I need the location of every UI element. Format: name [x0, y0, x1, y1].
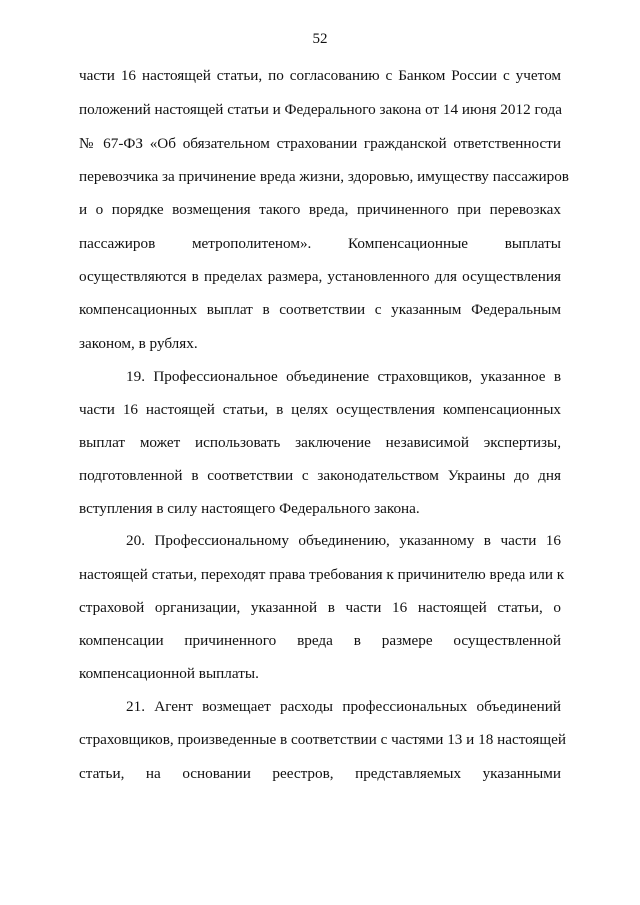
page-number: 52: [312, 31, 328, 47]
text-line: подготовленной в соответствии с законодательством Украины до дня: [79, 467, 561, 484]
paragraph-20-first-line: 20. Профессиональному объединению, указанному в части 16: [126, 532, 561, 549]
paragraph-21-first-line: 21. Агент возмещает расходы профессиональных объединений: [126, 698, 561, 715]
text-line: вступления в силу настоящего Федерального закона.: [79, 500, 420, 517]
text-line: выплат может использовать заключение независимой экспертизы,: [79, 434, 561, 451]
text-line: страховщиков, произведенные в соответствии с частями 13 и 18 настоящей: [79, 731, 566, 748]
text-line: и о порядке возмещения такого вреда, причиненного при перевозках: [79, 201, 561, 218]
text-line: страховой организации, указанной в части 16 настоящей статьи, о: [79, 599, 561, 616]
text-line: положений настоящей статьи и Федерального закона от 14 июня 2012 года: [79, 101, 562, 118]
text-line: статьи, на основании реестров, представляемых указанными: [79, 765, 561, 782]
text-line: пассажиров метрополитеном». Компенсационные выплаты: [79, 235, 561, 252]
text-line: настоящей статьи, переходят права требования к причинителю вреда или к: [79, 566, 565, 583]
text-line: компенсационных выплат в соответствии с указанным Федеральным: [79, 301, 561, 318]
text-line: компенсации причиненного вреда в размере осуществленной: [79, 632, 561, 649]
paragraph-19-first-line: 19. Профессиональное объединение страховщиков, указанное в: [126, 368, 561, 385]
text-line: компенсационной выплаты.: [79, 665, 259, 682]
text-line: законом, в рублях.: [79, 335, 198, 352]
text-line: части 16 настоящей статьи, по согласованию с Банком России с учетом: [79, 67, 561, 84]
text-line: перевозчика за причинение вреда жизни, здоровью, имуществу пассажиров: [79, 168, 569, 185]
text-line: осуществляются в пределах размера, установленного для осуществления: [79, 268, 561, 285]
text-line: № 67-ФЗ «Об обязательном страховании гражданской ответственности: [79, 135, 561, 152]
text-line: части 16 настоящей статьи, в целях осуществления компенсационных: [79, 401, 561, 418]
